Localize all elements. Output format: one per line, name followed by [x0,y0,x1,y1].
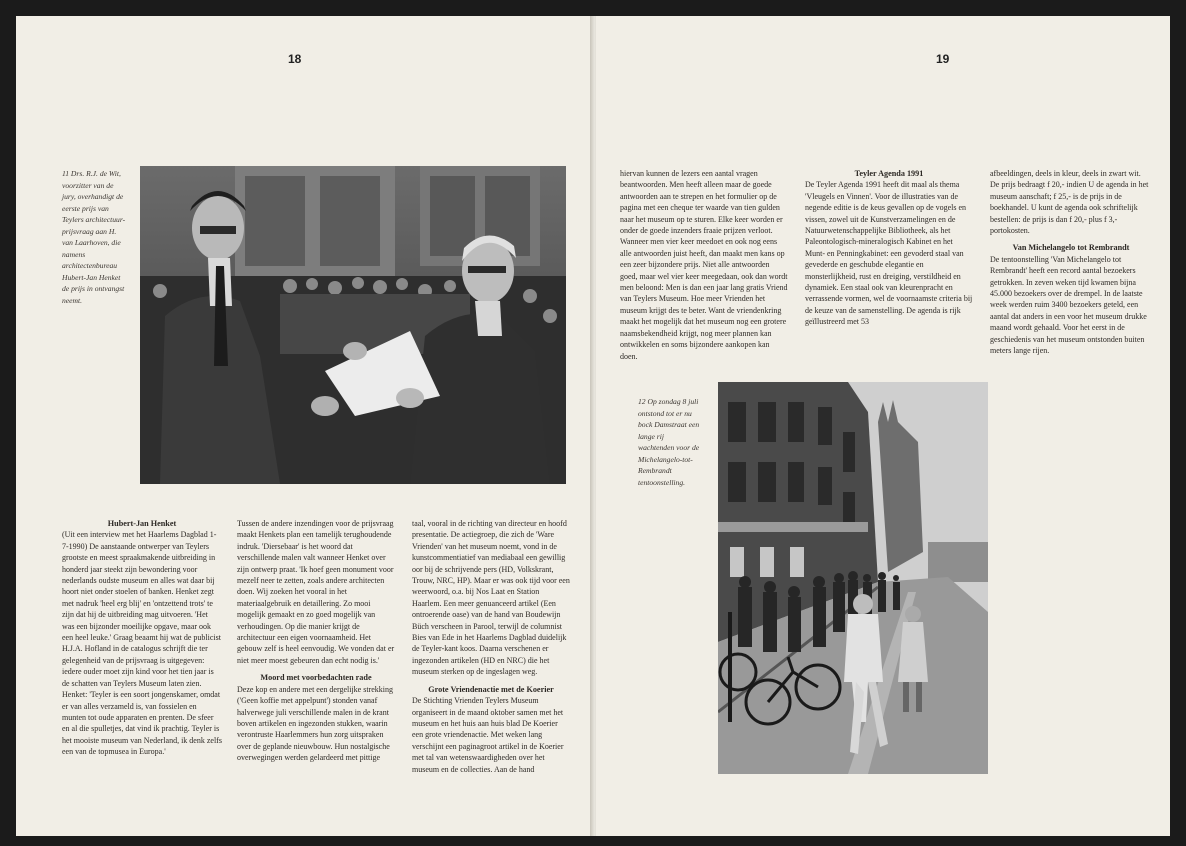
award-ceremony-photo [140,166,566,484]
text-col3-part2: De Stichting Vrienden Teylers Museum organiseert in de maand oktober samen met het museum en het huis aan huis blad De Koerier een grote vriendenactie. Met weken lang verschijnt een paginagroot artikel in de Koerier met tal van wetenswaardigheden over het museum en de collecties. Aan de hand [412,696,564,774]
text-col2-part1: Tussen de andere inzendingen voor de prijsvraag maakt Henkets plan een tamelijk terughoudende indruk. 'Diersebaar' is het woord dat verschillende malen valt wanneer Henket over zijn ontwerp praat. 'Ik hoef geen monument voor mezelf neer te zetten, zoals andere architecten doen. Wij zoeken het vooral in het materiaalgebruik en detaillering. Zo mooi mogelijk gemaakt en zo goed mogelijk van verhoudingen. Op die manier krijgt de architectuur een eigen voornaamheid. Het gebouw zelf is heel eenvoudig. We vonden dat er niet meer moest gebeuren dan echt nodig is.' [237,519,395,665]
page-number-right: 19 [936,52,950,66]
heading-henket: Hubert-Jan Henket [107,519,177,528]
page-number-left: 18 [288,52,302,66]
article-column-2-right [805,168,973,328]
heading-vriendenactie: Grote Vriendenactie met de Koerier [428,684,554,694]
text-teyler-agenda: De Teyler Agenda 1991 heeft dit maal als thema 'Vleugels en Vinnen'. Voor de illustraties van de negende editie is de keus gevallen op de vogels en vissen, zowel uit de Kunstverzamelingen en de Natuurwetenschappelijke Bibliotheek, als het Paleontologisch-mineralogisch Kabinet en het Munt- en Penningkabinet: een gevoderd staal van gevederde en geschubde elegantie en monsterlijkheid, rust en dreiging, verstildheid en dynamiek. Een staal ook van kleurenpracht en verrassende vormen, wel de voornaamste criteria bij de keuze van de samenstelling. De agenda is rijk geïllustreerd met 53 [805,180,973,327]
text-col3-part1: taal, vooral in de richting van directeur en hoofd presentatie. De actiegroep, die zich de 'Ware Vrienden' van het museum noemt, vond in de kunstcommentiatief van mediabaal een gewillig oor bij de schrijvende pers (HD, Volkskrant, Trouw, NRC, HP). Maar er was ook tijd voor een weerwoord, o.a. bij Nos Laat en Station Haarlem. Een meer genuanceerd artikel (Een ontroerende oase) van de hand van Boudewijn Büch verscheen in Parool, terwijl de columnist Bies van Ede in het Haarlems Dagblad duidelijk de Teyler-kant koos. Daarna verschenen er ingezonden artikelen (HD en NRC) die het museum sterken op de ingeslagen weg. [412,519,570,677]
text-agenda-continued: afbeeldingen, deels in kleur, deels in zwart wit. De prijs bedraagt f 20,- indien U de agenda in het museum aanschaft; f 25,- is de prijs in de boekhandel. U kunt de agenda ook schriftelijk bestellen: de prijs is dan f 20,- plus f 3,- portokosten. [990,169,1149,236]
queue-street-photo [718,382,988,774]
article-column-3-left [412,518,570,775]
photo-caption-left: 11 Drs. R.J. de Wit, voorzitter van de jury, overhandigt de eerste prijs van Teylers architectuur-prijsvraag aan H. van Laarhoven, die namens architectenbureau Hubert-Jan Henket de prijs in ontvangst neemt. [62,169,126,305]
article-column-1-right [620,168,788,362]
left-page [16,16,592,836]
article-column-2-left [237,518,395,764]
heading-michelangelo: Van Michelangelo tot Rembrandt [1012,243,1130,253]
text-koerier-continued: hiervan kunnen de lezers een aantal vragen beantwoorden. Men heeft alleen maar de goede antwoorden aan te strepen en het formulier op de pagina met een cheque ter waarde van tien gulden naar het museum op te sturen. Elke keer worden er onder de goede inzenders fraaie prijzen verloot. Wanneer men vier keer meedoet en ook nog eens alle antwoorden juist heeft, dan maakt men kans op een zeer bijzondere prijs. Niet alle antwoorden goed, maar wel vier keer meegedaan, ook dan wordt men beloond: Men is dan een jaar lang gratis Vriend van Teylers Museum. Hoe meer Vrienden het museum krijgt des te beter. Want de vriendenkring maakt het mogelijk dat het museum nog een grotere naamsbekendheid krijgt, nog meer plannen kan ontwikkelen en soms bijzondere aankopen kan doen. [620,169,788,361]
article-column-1-left [62,518,222,758]
photo-caption-right: 12 Op zondag 8 juli ontstond tot er nu bock Damstraat een lange rij wachtenden voor de Michelangelo-tot-Rembrandt tentoonstelling. [638,397,700,487]
heading-moord: Moord met voorbedachten rade [260,673,372,683]
article-column-3-right [990,168,1152,357]
text-henket: (Uit een interview met het Haarlems Dagblad 1-7-1990) De aanstaande ontwerper van Teylers grootste en meest spraakmakende uitbreiding in honderd jaar steekt zijn bewondering voor nederlands oudste museum en alles wat daar bij hoort niet onder stoelen of banken. Henket zegt met nadruk 'heel erg blij' en 'ontzettend trots' te zijn dat hij de uitbreiding mag uitvoeren. 'Het was een bijzonder moeilijke opgave, maar ook een heel leuke.' Graag beaamt hij wat de publicist H.J.A. Hofland in de catalogus schrijft die ter gelegenheid van de prijsvraag is uitgegeven: iedere ouder moet zijn kind voor het tien jaar is de schatten van Teylers Museum laten zien. Henket: 'Teyler is een soort jongenskamer, omdat er van alles verzameld is, van fossielen en munten tot oude apparaten en prenten. De sfeer en al die spulletjes, dat vind ik prachtig. Teyler is het mooiste museum van Nederland, ik denk zelfs een van de topmusea in Europa.' [62,530,222,757]
right-page [596,16,1170,836]
text-col2-part2: Deze kop en andere met een dergelijke strekking ('Geen koffie met appelpunt') stonden vanaf halverwege juli verschillende malen in de krant boven artikelen en ingezonden stukken, waarin verontruste Haarlemmers hun zorg uitspraken over de geplande nieuwbouw. Hun nostalgische overwegingen werden gelardeerd met pittige [237,684,394,763]
text-michelangelo: De tentoonstelling 'Van Michelangelo tot Rembrandt' heeft een record aantal bezoekers getrokken. In zeven weken tijd kwamen bijna 45.000 bezoekers over de drempel. In de laatste week werden ruim 3400 bezoekers geteld, een aantal dat anders in een voor het museum drukke maand wordt gehaald. Voor het eerst in de geschiedenis van het museum ontstonden buiten meters lange rijen. [990,254,1147,356]
heading-teyler-agenda: Teyler Agenda 1991 [854,169,924,178]
